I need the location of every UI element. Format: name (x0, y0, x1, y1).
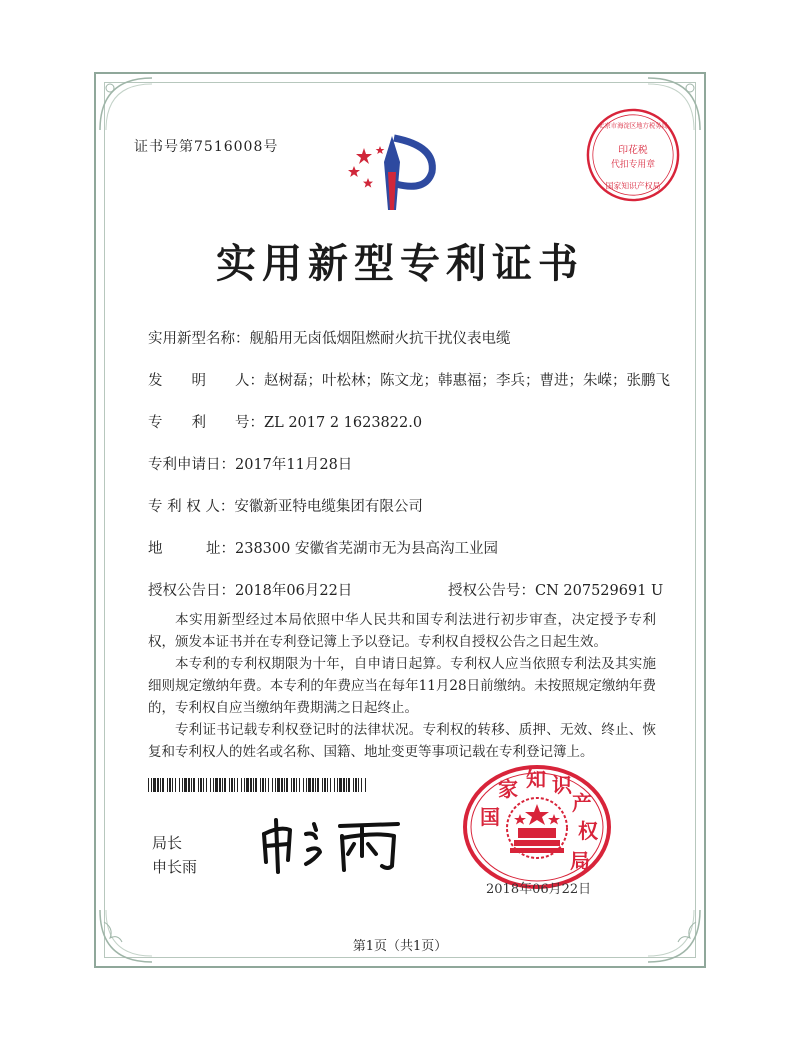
field-value: ZL 2017 2 1623822.0 (264, 415, 423, 431)
certificate-number: 证书号第7516008号 (134, 139, 279, 155)
field-label: 专 利 号： (148, 415, 264, 431)
svg-text:家: 家 (498, 777, 518, 801)
publication-date-row (148, 579, 352, 600)
director-name: 申长雨 (152, 858, 198, 876)
handwritten-signature-icon (258, 816, 408, 874)
inventor-row (148, 369, 670, 390)
svg-text:国: 国 (480, 805, 500, 829)
official-seal-icon (462, 764, 612, 890)
patent-number-row (148, 411, 422, 432)
corner-ornament-icon (96, 74, 156, 134)
svg-text:产: 产 (572, 791, 592, 815)
tax-stamp-seal-icon (584, 106, 682, 204)
field-label: 专利申请日： (148, 457, 235, 473)
certificate-title: 实用新型专利证书 (216, 240, 584, 287)
svg-text:国家知识产权局: 国家知识产权局 (605, 181, 661, 191)
body-paragraph: 专利证书记载专利权登记时的法律状况。专利权的转移、质押、无效、终止、恢复和专利权人的姓名或名称、国籍、地址变更等事项记载在专利登记簿上。 (148, 722, 656, 760)
director-title: 局长 (152, 834, 183, 852)
svg-text:局: 局 (570, 849, 590, 873)
field-label: 授权公告日： (148, 583, 235, 599)
barcode-icon (148, 778, 368, 792)
body-paragraph: 本实用新型经过本局依照中华人民共和国专利法进行初步审查，决定授予专利权，颁发本证书并在专利登记簿上予以登记。专利权自授权公告之日起生效。 (148, 612, 656, 650)
field-value: 2018年06月22日 (235, 583, 353, 599)
field-value: 安徽新亚特电缆集团有限公司 (234, 499, 423, 515)
patentee-row (148, 495, 423, 516)
field-value: 2017年11月28日 (235, 457, 353, 473)
svg-text:印花税: 印花税 (618, 145, 648, 157)
page-number: 第1页（共1页） (352, 939, 448, 954)
svg-text:权: 权 (578, 819, 598, 843)
field-value: 赵树磊；叶松林；陈文龙；韩惠福；李兵；曹进；朱嵘；张鹏飞 (264, 373, 670, 389)
utility-model-name-row (148, 327, 511, 348)
svg-text:北京市海淀区地方税务局: 北京市海淀区地方税务局 (598, 121, 668, 130)
field-value: CN 207529691 U (535, 583, 664, 599)
field-label: 专 利 权 人： (148, 499, 235, 515)
svg-text:知: 知 (526, 767, 546, 791)
address-row (148, 537, 498, 558)
svg-text:代扣专用章: 代扣专用章 (610, 159, 656, 170)
svg-text:识: 识 (552, 773, 572, 797)
field-label: 授权公告号： (448, 583, 535, 599)
body-paragraph: 本专利的专利权期限为十年，自申请日起算。专利权人应当依照专利法及其实施细则规定缴纳年费。本专利的年费应当在每年11月28日前缴纳。未按照规定缴纳年费的，专利权自应当缴纳年费期满之日起终止。 (148, 656, 656, 716)
field-label: 发 明 人： (148, 373, 264, 389)
field-value: 舰船用无卤低烟阻燃耐火抗干扰仪表电缆 (249, 331, 511, 347)
field-label: 地 址： (148, 541, 235, 557)
seal-date: 2018年06月22日 (486, 882, 592, 897)
filing-date-row (148, 453, 352, 474)
publication-number-row (448, 579, 663, 600)
patent-office-logo-icon (344, 132, 444, 212)
field-value: 238300 安徽省芜湖市无为县高沟工业园 (235, 541, 498, 557)
field-label: 实用新型名称： (148, 331, 250, 347)
